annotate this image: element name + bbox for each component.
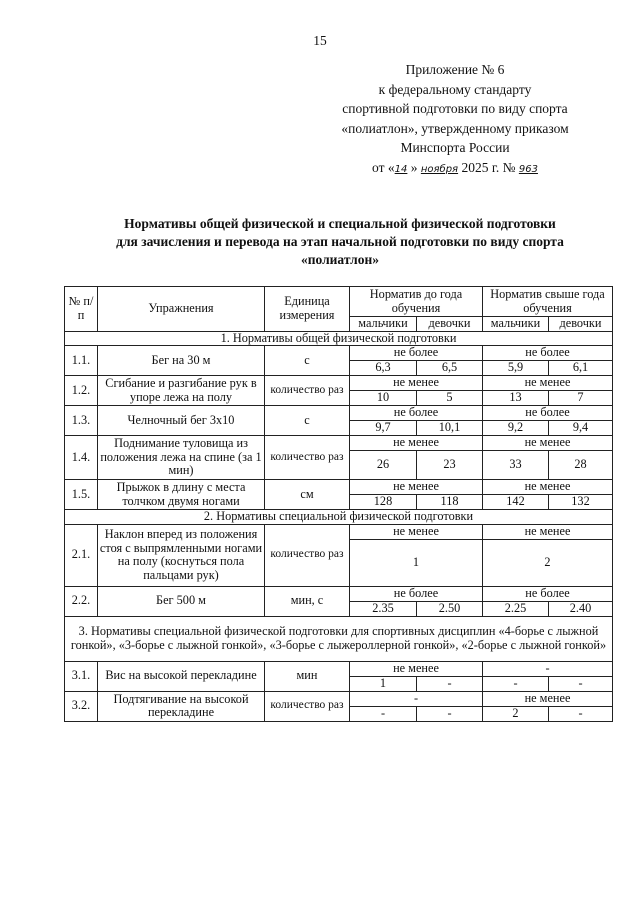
- condition-first-year: не менее: [350, 436, 483, 451]
- condition-first-year: не менее: [350, 376, 483, 391]
- value-cell: 33: [483, 451, 549, 480]
- value-cell: 9,7: [350, 421, 417, 436]
- handwritten-order-number: 963: [518, 163, 538, 175]
- section-title: 1. Нормативы общей физической подготовки: [65, 331, 613, 346]
- value-cell: -: [417, 706, 483, 721]
- row-exercise: Бег на 30 м: [98, 346, 265, 376]
- row-exercise: Вис на высокой перекладине: [98, 661, 265, 691]
- row-unit: количество раз: [265, 436, 350, 480]
- condition-first-year: не более: [350, 406, 483, 421]
- row-num: 1.5.: [65, 480, 98, 510]
- row-unit: количество раз: [265, 376, 350, 406]
- value-cell: 9,2: [483, 421, 549, 436]
- row-unit: с: [265, 406, 350, 436]
- condition-first-year: -: [350, 691, 483, 706]
- table-row: [65, 691, 613, 706]
- value-cell: 1: [350, 676, 417, 691]
- header-girls: девочки: [549, 317, 613, 332]
- condition-over-year: не менее: [483, 436, 613, 451]
- title-line: для зачисления и перевода на этап начальной подготовки по виду спорта: [116, 234, 564, 249]
- table-row: [65, 436, 613, 451]
- condition-over-year: не более: [483, 346, 613, 361]
- table-row: [65, 346, 613, 361]
- condition-first-year: не менее: [350, 524, 483, 539]
- title-line: Нормативы общей физической и специальной физической подготовки: [124, 216, 556, 231]
- header-unit: Единица измерения: [265, 287, 350, 332]
- value-cell: 2.25: [483, 601, 549, 616]
- table-row: [65, 586, 613, 601]
- value-cell: 6,1: [549, 361, 613, 376]
- row-exercise: Наклон вперед из положения стоя с выпрямленными ногами на полу (коснуться пола пальцами рук): [98, 524, 265, 586]
- row-num: 3.2.: [65, 691, 98, 721]
- row-unit: см: [265, 480, 350, 510]
- row-num: 2.2.: [65, 586, 98, 616]
- value-cell: 5: [417, 391, 483, 406]
- appendix-header: [310, 60, 600, 179]
- value-cell: 10,1: [417, 421, 483, 436]
- value-cell: 7: [549, 391, 613, 406]
- condition-first-year: не более: [350, 586, 483, 601]
- value-cell: 2.35: [350, 601, 417, 616]
- value-cell: 28: [549, 451, 613, 480]
- condition-over-year: не более: [483, 406, 613, 421]
- table-row: [65, 376, 613, 391]
- value-cell: 2: [483, 539, 613, 586]
- appendix-line: спортивной подготовки по виду спорта: [342, 101, 568, 116]
- appendix-line: к федеральному стандарту: [378, 81, 532, 97]
- table-row: [65, 480, 613, 495]
- row-exercise: Поднимание туловища из положения лежа на спине (за 1 мин): [98, 436, 265, 480]
- condition-first-year: не менее: [350, 661, 483, 676]
- row-num: 2.1.: [65, 524, 98, 586]
- value-cell: 2: [483, 706, 549, 721]
- table-row: [65, 524, 613, 539]
- title-line: «полиатлон»: [300, 252, 379, 267]
- value-cell: -: [483, 676, 549, 691]
- value-cell: 10: [350, 391, 417, 406]
- value-cell: 142: [483, 495, 549, 510]
- condition-first-year: не более: [350, 346, 483, 361]
- row-unit: с: [265, 346, 350, 376]
- document-title: [60, 215, 620, 269]
- value-cell: 118: [417, 495, 483, 510]
- row-num: 1.1.: [65, 346, 98, 376]
- value-cell: 26: [350, 451, 417, 480]
- header-exercise: Упражнения: [98, 287, 265, 332]
- section-title: 2. Нормативы специальной физической подготовки: [65, 510, 613, 525]
- value-cell: 2.40: [549, 601, 613, 616]
- appendix-line: Приложение № 6: [405, 62, 505, 77]
- table-row: [65, 406, 613, 421]
- value-cell: 128: [350, 495, 417, 510]
- date-prefix: от «: [372, 159, 395, 175]
- value-cell: -: [417, 676, 483, 691]
- value-cell: 6,5: [417, 361, 483, 376]
- row-unit: количество раз: [265, 524, 350, 586]
- section-title: 3. Нормативы специальной физической подготовки для спортивных дисциплин «4-борье с лыжной гонкой», «3-борье с лыжной гонкой», «3-борье с лыжероллерной гонкой», «2-борье с лыжной гонкой»: [65, 616, 613, 661]
- year-text: 2025 г. №: [461, 159, 516, 175]
- condition-over-year: не менее: [483, 376, 613, 391]
- order-date-line: [310, 158, 600, 180]
- condition-over-year: не менее: [483, 691, 613, 706]
- date-mid: »: [410, 159, 418, 175]
- condition-first-year: не менее: [350, 480, 483, 495]
- handwritten-month: ноября: [420, 163, 459, 175]
- row-num: 1.3.: [65, 406, 98, 436]
- value-cell: 23: [417, 451, 483, 480]
- norms-table: [64, 286, 613, 722]
- condition-over-year: не менее: [483, 524, 613, 539]
- row-num: 1.2.: [65, 376, 98, 406]
- condition-over-year: не менее: [483, 480, 613, 495]
- handwritten-day: 14: [394, 163, 408, 175]
- page-number: 15: [313, 33, 327, 48]
- row-exercise: Бег 500 м: [98, 586, 265, 616]
- row-unit: количество раз: [265, 691, 350, 721]
- value-cell: 5,9: [483, 361, 549, 376]
- value-cell: 6,3: [350, 361, 417, 376]
- row-exercise: Подтягивание на высокой перекладине: [98, 691, 265, 721]
- row-unit: мин: [265, 661, 350, 691]
- value-cell: 13: [483, 391, 549, 406]
- header-girls: девочки: [417, 317, 483, 332]
- header-num: № п/п: [65, 287, 98, 332]
- header-group-over-year: Норматив свыше года обучения: [483, 287, 613, 317]
- header-boys: мальчики: [350, 317, 417, 332]
- row-unit: мин, с: [265, 586, 350, 616]
- value-cell: -: [549, 676, 613, 691]
- value-cell: 1: [350, 539, 483, 586]
- row-num: 1.4.: [65, 436, 98, 480]
- header-group-first-year: Норматив до года обучения: [350, 287, 483, 317]
- value-cell: -: [350, 706, 417, 721]
- value-cell: -: [549, 706, 613, 721]
- table-row: [65, 661, 613, 676]
- appendix-line: Минспорта России: [400, 140, 510, 155]
- value-cell: 2.50: [417, 601, 483, 616]
- row-num: 3.1.: [65, 661, 98, 691]
- condition-over-year: не более: [483, 586, 613, 601]
- appendix-line: «полиатлон», утвержденному приказом: [341, 120, 569, 136]
- condition-over-year: -: [483, 661, 613, 676]
- row-exercise: Челночный бег 3х10: [98, 406, 265, 436]
- value-cell: 132: [549, 495, 613, 510]
- value-cell: 9,4: [549, 421, 613, 436]
- header-boys: мальчики: [483, 317, 549, 332]
- row-exercise: Сгибание и разгибание рук в упоре лежа на полу: [98, 376, 265, 406]
- row-exercise: Прыжок в длину с места толчком двумя ногами: [98, 480, 265, 510]
